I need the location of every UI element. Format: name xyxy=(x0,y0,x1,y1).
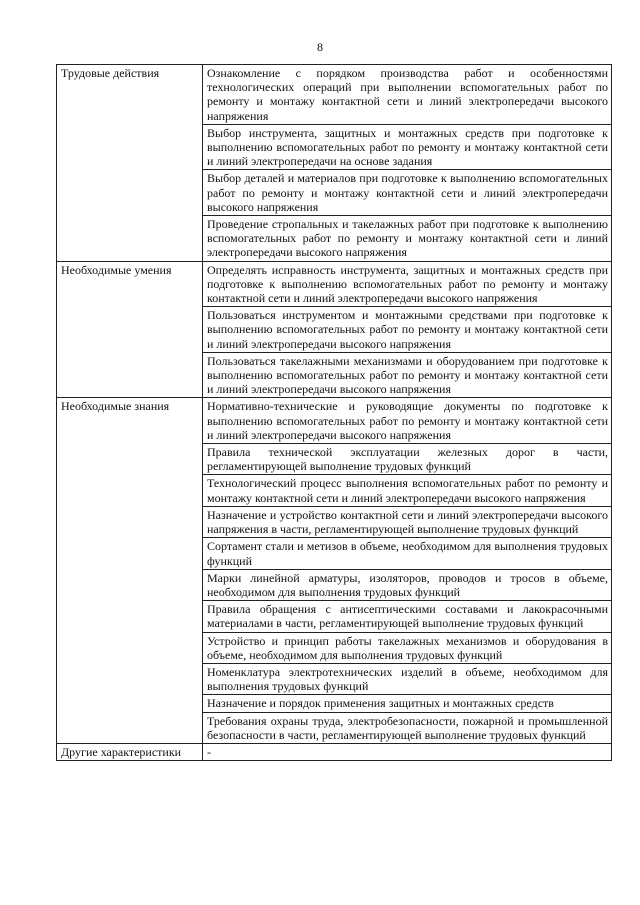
knowledge-item: Марки линейной арматуры, изоляторов, проводов и тросов в объеме, необходимом для выполнения трудовых функций xyxy=(203,569,612,600)
knowledge-item: Требования охраны труда, электробезопасности, пожарной и промышленной безопасности в части, регламентирующей выполнение трудовых функций xyxy=(203,712,612,743)
knowledge-item: Правила технической эксплуатации железных дорог в части, регламентирующей выполнение трудовых функций xyxy=(203,444,612,475)
table-row xyxy=(57,261,612,307)
knowledge-item: Нормативно-технические и руководящие документы по подготовке к выполнению вспомогательных работ по ремонту и монтажу контактной сети и линий электропередачи высокого напряжения xyxy=(203,398,612,444)
table-row xyxy=(57,65,612,125)
table-row xyxy=(57,743,612,760)
knowledge-item: Технологический процесс выполнения вспомогательных работ по ремонту и монтажу контактной сети и линий электропередачи высокого напряжения xyxy=(203,475,612,506)
section-label-labor-actions: Трудовые действия xyxy=(57,65,203,262)
knowledge-item: Устройство и принцип работы такелажных механизмов и оборудования в объеме, необходимом для выполнения трудовых функций xyxy=(203,632,612,663)
other-characteristic-item: - xyxy=(203,743,612,760)
skill-item: Пользоваться инструментом и монтажными средствами при подготовке к выполнению вспомогательных работ по ремонту и монтажу контактной сети и линий электропередачи высокого напряжения xyxy=(203,307,612,353)
knowledge-item: Номенклатура электротехнических изделий в объеме, необходимом для выполнения трудовых функций xyxy=(203,663,612,694)
knowledge-item: Назначение и устройство контактной сети и линий электропередачи высокого напряжения в части, регламентирующей выполнение трудовых функций xyxy=(203,506,612,537)
knowledge-item: Сортамент стали и метизов в объеме, необходимом для выполнения трудовых функций xyxy=(203,538,612,569)
labor-action-item: Проведение стропальных и такелажных работ при подготовке к выполнению вспомогательных работ по ремонту и монтажу контактной сети и линий электропередачи высокого напряжения xyxy=(203,216,612,262)
table-row xyxy=(57,398,612,444)
knowledge-item: Назначение и порядок применения защитных и монтажных средств xyxy=(203,695,612,712)
section-label-required-skills: Необходимые умения xyxy=(57,261,203,398)
labor-action-item: Выбор инструмента, защитных и монтажных средств при подготовке к выполнению вспомогательных работ по ремонту и монтажу контактной сети и линий электропередачи на основе задания xyxy=(203,124,612,170)
skill-item: Пользоваться такелажными механизмами и оборудованием при подготовке к выполнению вспомогательных работ по ремонту и монтажу контактной сети и линий электропередачи высокого напряжения xyxy=(203,352,612,398)
labor-action-item: Ознакомление с порядком производства работ и особенностями технологических операций при выполнении вспомогательных работ по ремонту и монтажу контактной сети и линий электропередачи высокого напряжения xyxy=(203,65,612,125)
section-label-other-characteristics: Другие характеристики xyxy=(57,743,203,760)
labor-action-item: Выбор деталей и материалов при подготовке к выполнению вспомогательных работ по ремонту и монтажу контактной сети и линий электропередачи высокого напряжения xyxy=(203,170,612,216)
section-label-required-knowledge: Необходимые знания xyxy=(57,398,203,743)
job-description-table xyxy=(56,64,612,761)
page-number: 8 xyxy=(317,40,323,54)
knowledge-item: Правила обращения с антисептическими составами и лакокрасочными материалами в части, регламентирующей выполнение трудовых функций xyxy=(203,601,612,632)
skill-item: Определять исправность инструмента, защитных и монтажных средств при подготовке к выполнению вспомогательных работ по ремонту и монтажу контактной сети и линий электропередачи высокого напряжения xyxy=(203,261,612,307)
